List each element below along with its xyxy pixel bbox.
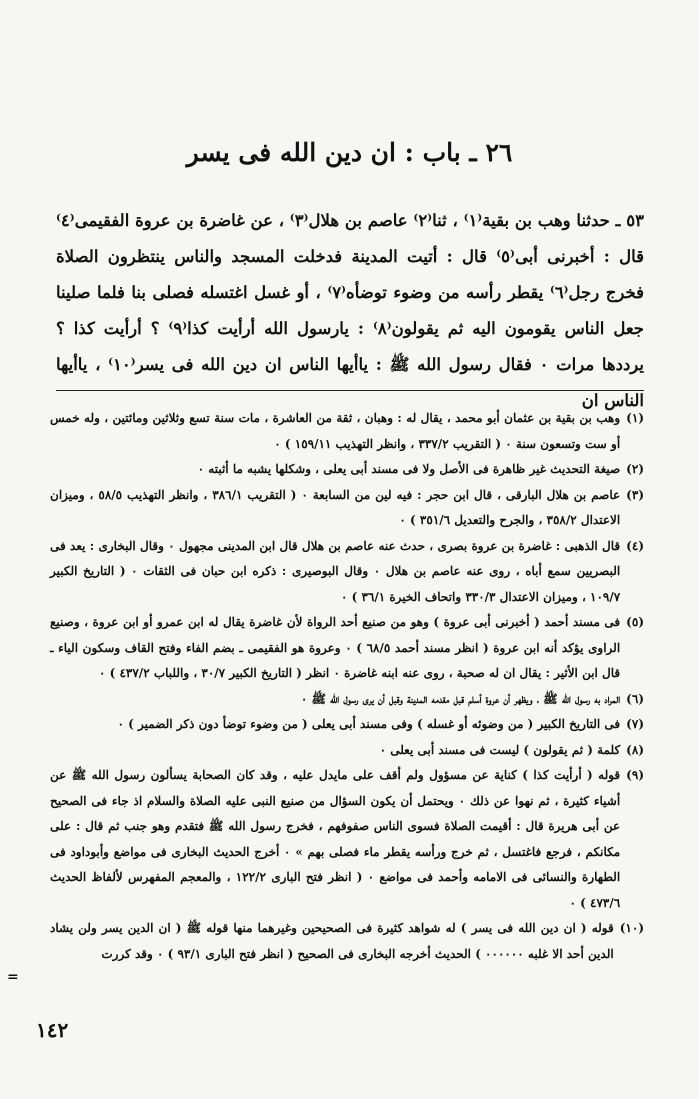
continuation-mark: = bbox=[7, 969, 19, 985]
footnote-text: فى مسند أحمد ( أخبرنى أبى عروة ) وهو من صنيع أحد الرواة لأن غاضرة يقال له ابن عمرو أو ابن عروة ، وصنيع الراوى يؤكد أنه ابن عروة ( انظر مسند أحمد ٦٨/٥ ) ٠ وعروة هو الفقيمى ـ بضم الفاء وفتح القاف وسكون الياء ـ قال ابن الأثير : يقال ان له صحبة ، روى عنه ابنه غاضرة ٠ انظر ( التاريخ الكبير ٣٠/٧ ، واللباب ٤٣٧/٢ ) ٠ bbox=[50, 615, 621, 680]
footnote-4 bbox=[50, 534, 644, 611]
footnote-8 bbox=[50, 738, 644, 764]
footnote-5 bbox=[50, 610, 644, 687]
footnote-9 bbox=[50, 763, 644, 916]
footnote-text: وهب بن بقية بن عثمان أبو محمد ، يقال له : وهبان ، ثقة من العاشرة ، مات سنة تسع وثلاثين ومائتين ، وله خمس أو ست وتسعون سنة ٠ ( التقريب ٣٣٧/٢ ، وانظر التهذيب ١٥٩/١١ ) ٠ bbox=[50, 411, 621, 451]
footnote-text: فى التاريخ الكبير ( من وضوئه أو غسله ) وفى مسند أبى يعلى ( من وضوء توضأ دون ذكر الضمير ) ٠ bbox=[117, 717, 621, 731]
footnote-text: قوله ( أرأيت كذا ) كناية عن مسؤول ولم أقف على مايدل عليه ، وقد كان الصحابة يسألون رسول الله ﷺ عن أشياء كثيرة ، ثم نهوا عن ذلك ٠ ويحتمل أن يكون السؤال من صنيع النبى عليه الصلاة والسلام اذ جاء فى الصحيح عن أبى هريرة قال : أقيمت الصلاة فسوى الناس صفوفهم ، فخرج رسول الله ﷺ فتقدم وهو جنب ثم قال : على مكانكم ، فرجع فاغتسل ، ثم خرج ورأسه يقطر ماء فصلى بهم » ٠ أخرج الحديث البخارى فى مواضع وأبوداود فى الطهارة والنسائى فى الامامه وأحمد فى مواضع ٠ ( انظر فتح البارى ١٢٢/٢ ، والمعجم المفهرس لألفاظ الحديث ٤٧٣/٦ ) ٠ bbox=[50, 768, 621, 910]
footnote-number: (١) bbox=[626, 411, 644, 425]
footnote-separator bbox=[56, 390, 644, 391]
footnote-6 bbox=[50, 687, 644, 713]
footnote-text: صيغة التحديث غير ظاهرة فى الأصل ولا فى مسند أبى يعلى ، وشكلها يشبه ما أثبته ٠ bbox=[197, 462, 621, 476]
page-number: ١٤٢ bbox=[36, 1018, 69, 1042]
footnote-text: المراد به رسول الله ﷺ ، ويظهر أن عروة أسلم قبل مقدمه المدينة وقبل أن يرى رسول الله ﷺ ٠ bbox=[300, 691, 621, 706]
footnote-text: قال الذهبى : غاضرة بن عروة بصرى ، حدث عنه عاصم بن هلال قال ابن المدينى مجهول ٠ وقال البخارى : يعد فى البصريين سمع أباه ، روى عنه عاصم بن هلال ٠ وقال البوصيرى : ذكره ابن حبان فى الثقات ٠ ( التاريخ الكبير ١٠٩/٧ ، وميزان الاعتدال ٣٣٠/٣ واتحاف الخيرة ٣٦/١ ) ٠ bbox=[50, 538, 621, 604]
footnote-number: (٧) bbox=[626, 717, 644, 731]
footnote-3 bbox=[50, 483, 644, 534]
footnote-number: (٣) bbox=[626, 487, 644, 502]
hadith-paragraph: ٥٣ ـ حدثنا وهب بن بقية⁽١⁾ ، ثنا⁽٢⁾ عاصم بن هلال⁽٣⁾ ، عن غاضرة بن عروة الفقيمى⁽٤⁾ قال : أخبرنى أبى⁽٥⁾ قال : أتيت المدينة فدخلت المسجد والناس ينتظرون الصلاة فخرج رجل⁽٦⁾ يقطر رأسه من وضوء توضأه⁽٧⁾ ، أو غسل اغتسله فصلى بنا فلما صلينا جعل الناس يقومون اليه ثم يقولون⁽٨⁾ : يارسول الله أرأيت كذا⁽٩⁾ ؟ أرأيت كذا ؟ يرددها مرات ٠ فقال رسول الله ﷺ : ياأيها الناس ان دين الله فى يسر⁽١٠⁾ ، ياأيها الناس ان bbox=[56, 211, 645, 410]
footnote-number: (١٠) bbox=[619, 921, 644, 935]
footnote-2 bbox=[50, 457, 644, 483]
footnote-number: (٨) bbox=[626, 742, 644, 757]
footnote-text: قوله ( ان دين الله فى يسر ) له شواهد كثيرة فى الصحيحين وغيرهما منها قوله ﷺ ( ان الدين يسر ولن يشاد الدين أحد الا غلبه ٠٠٠٠٠٠ ) الحديث أخرجه البخارى فى الصحيح ( انظر فتح البارى ٩٣/١ ) ٠ وقد كررت bbox=[50, 921, 614, 961]
footnote-10 bbox=[50, 916, 644, 967]
hadith-text bbox=[56, 203, 644, 419]
chapter-title: ٢٦ ـ باب : ان دين الله فى يسر bbox=[186, 138, 513, 167]
footnote-text: عاصم بن هلال البارقى ، قال ابن حجر : فيه لين من السابعة ٠ ( التقريب ٣٨٦/١ ، وانظر التهذيب ٥٨/٥ ، وميزان الاعتدال ٣٥٨/٢ ، والجرح والتعديل ٣٥١/٦ ) ٠ bbox=[50, 487, 621, 527]
footnote-number: (٦) bbox=[626, 691, 644, 706]
footnote-number: (٢) bbox=[626, 462, 644, 476]
footnote-text: كلمة ( ثم يقولون ) ليست فى مسند أبى يعلى ٠ bbox=[379, 742, 621, 757]
footnote-7 bbox=[50, 712, 644, 738]
footnotes bbox=[50, 406, 644, 967]
footnote-number: (٤) bbox=[626, 538, 644, 553]
footnote-number: (٩) bbox=[626, 768, 644, 782]
footnote-number: (٥) bbox=[626, 615, 644, 629]
footnote-1 bbox=[50, 406, 644, 457]
